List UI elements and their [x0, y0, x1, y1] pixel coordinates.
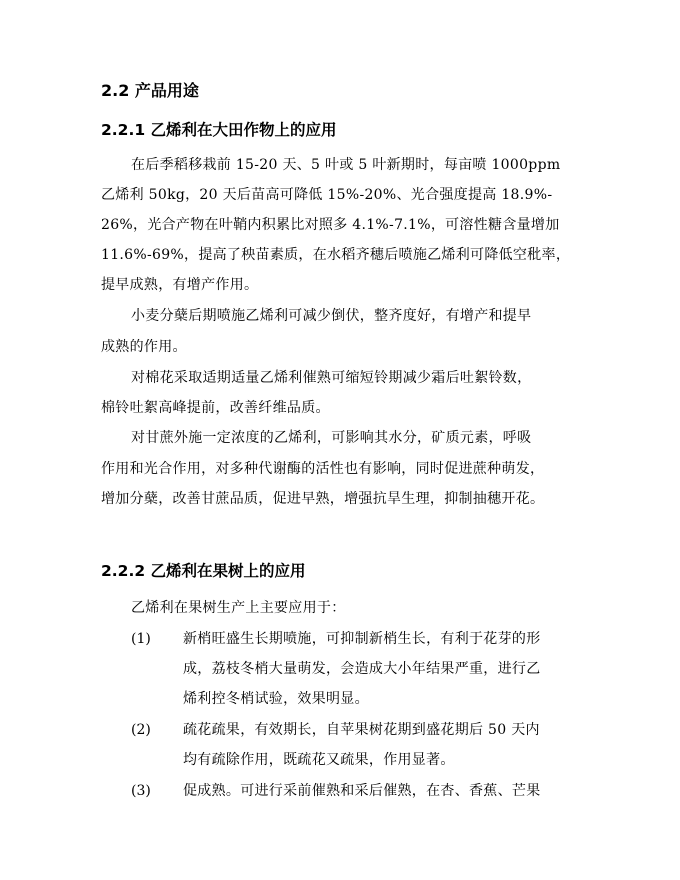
- list-item-line: 成，荔枝冬梢大量萌发，会造成大小年结果严重，进行乙: [183, 661, 541, 677]
- paragraph-line: 小麦分蘖后期喷施乙烯利可减少倒伏，整齐度好，有增产和提早: [131, 308, 532, 324]
- list-item-number: (2): [131, 722, 151, 738]
- paragraph-line: 26%，光合产物在叶鞘内积累比对照多 4.1%-7.1%，可溶性糖含量增加: [101, 217, 560, 233]
- section-heading: 2.2 产品用途: [101, 81, 199, 100]
- list-item-line: 烯利控冬梢试验，效果明显。: [183, 691, 369, 707]
- list-item-line: 新梢旺盛生长期喷施，可抑制新梢生长，有利于花芽的形: [183, 631, 541, 647]
- list-item-line: 促成熟。可进行采前催熟和采后催熟，在杏、香蕉、芒果: [183, 783, 541, 799]
- paragraph-line: 11.6%-69%，提高了秧苗素质，在水稻齐穗后喷施乙烯利可降低空秕率，: [101, 247, 571, 263]
- list-item-number: (3): [131, 783, 151, 799]
- paragraph-line: 提早成熟，有增产作用。: [101, 277, 259, 293]
- paragraph-line: 对甘蔗外施一定浓度的乙烯利，可影响其水分，矿质元素，呼吸: [131, 430, 532, 446]
- paragraph-line: 在后季稻移栽前 15-20 天、5 叶或 5 叶新期时，每亩喷 1000ppm: [131, 157, 561, 173]
- list-item-number: (1): [131, 631, 151, 647]
- paragraph-line: 增加分蘖，改善甘蔗品质，促进早熟，增强抗旱生理，抑制抽穗开花。: [101, 491, 545, 507]
- paragraph-line: 成熟的作用。: [101, 339, 187, 355]
- fruit-intro: 乙烯利在果树生产上主要应用于：: [131, 600, 346, 616]
- list-item-line: 疏花疏果，有效期长，自苹果树花期到盛花期后 50 天内: [183, 722, 540, 738]
- paragraph-line: 作用和光合作用，对多种代谢酶的活性也有影响，同时促进蔗种萌发，: [101, 461, 545, 477]
- list-item-line: 均有疏除作用，既疏花又疏果，作用显著。: [183, 752, 455, 768]
- paragraph-line: 棉铃吐絮高峰提前，改善纤维品质。: [101, 400, 330, 416]
- subsection-heading-field-crops: 2.2.1 乙烯利在大田作物上的应用: [101, 121, 337, 139]
- paragraph-line: 对棉花采取适期适量乙烯利催熟可缩短铃期减少霜后吐絮铃数，: [131, 370, 532, 386]
- paragraph-line: 乙烯利 50kg，20 天后苗高可降低 15%-20%、光合强度提高 18.9%-: [101, 187, 553, 203]
- subsection-heading-fruit-trees: 2.2.2 乙烯利在果树上的应用: [101, 562, 306, 580]
